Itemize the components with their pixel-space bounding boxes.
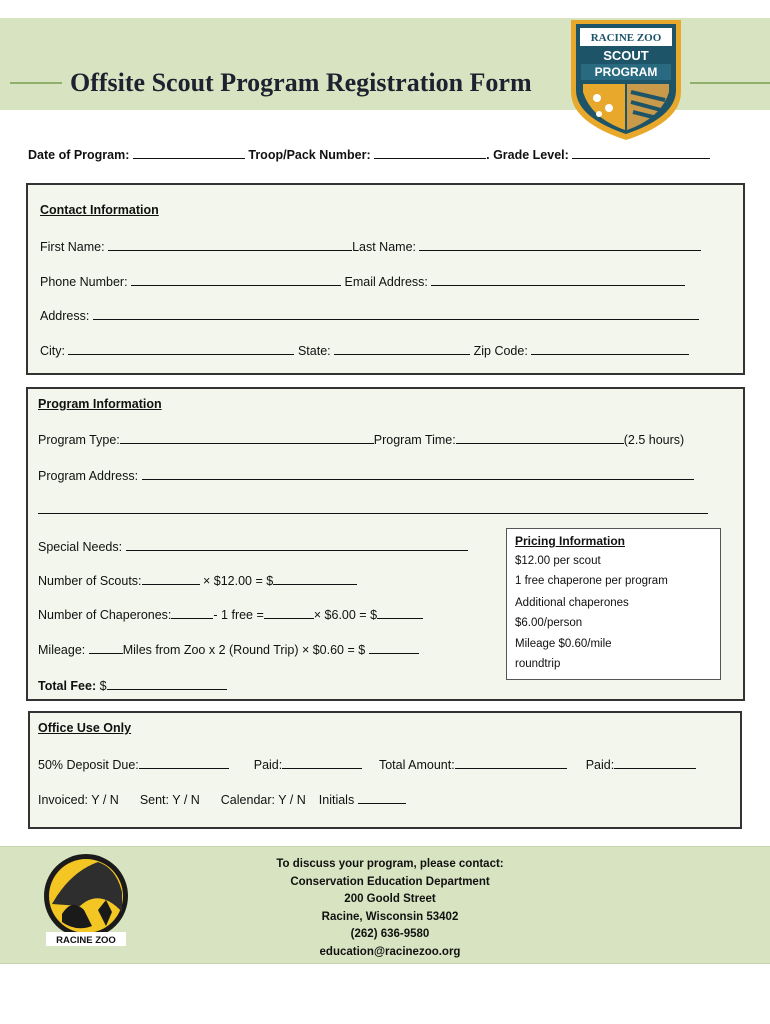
top-row: Date of Program: Troop/Pack Number: . Grade Level:: [28, 146, 710, 162]
scouts-count-field[interactable]: [142, 572, 200, 585]
program-type-label: Program Type:: [38, 433, 120, 447]
footer-line: Racine, Wisconsin 53402: [321, 910, 459, 923]
program-address-line-2[interactable]: [38, 513, 708, 514]
scouts-total-field[interactable]: [273, 572, 357, 585]
email-label: Email Address:: [344, 275, 428, 289]
footer-line: 200 Goold Street: [344, 893, 436, 905]
calendar-label: Calendar: Y / N: [220, 793, 306, 807]
program-time-field[interactable]: [456, 431, 624, 444]
date-of-program-label: Date of Program: [28, 148, 126, 162]
scout-program-logo: [561, 12, 691, 142]
program-type-row: [38, 431, 684, 447]
zip-label: Zip Code:: [473, 344, 528, 358]
logo-top-text: RACINE ZOO: [590, 32, 662, 44]
paid-label-1: Paid:: [253, 758, 283, 772]
initials-field[interactable]: [358, 791, 406, 804]
scouts-label: Number of Scouts:: [38, 574, 142, 588]
special-needs-field[interactable]: [126, 538, 468, 551]
troop-pack-label: Troop/Pack Number:: [248, 148, 371, 162]
office-section-title: Office Use Only: [38, 721, 132, 735]
last-name-field[interactable]: [419, 238, 701, 251]
troop-pack-field[interactable]: [374, 146, 486, 159]
program-address-row: [38, 467, 694, 483]
chaperones-total-field[interactable]: [377, 606, 423, 619]
zip-field[interactable]: [531, 342, 689, 355]
state-field[interactable]: [334, 342, 470, 355]
sent-label: Sent: Y / N: [139, 793, 200, 807]
invoiced-label: Invoiced: Y / N: [38, 793, 119, 807]
logo-scout-text: SCOUT: [603, 48, 649, 63]
phone-email-row: [40, 273, 685, 289]
special-needs-row: [38, 538, 468, 554]
header-rule-left: [10, 82, 62, 84]
paid-field-2[interactable]: [614, 756, 696, 769]
pricing-info-box: [506, 528, 721, 680]
first-name-field[interactable]: [108, 238, 352, 251]
chaperones-row: [38, 606, 423, 622]
chaperones-calc: × $6.00 = $: [313, 608, 378, 622]
city-field[interactable]: [68, 342, 294, 355]
email-field[interactable]: [431, 273, 685, 286]
deposit-field[interactable]: [139, 756, 229, 769]
chaperones-mid: - 1 free =: [213, 608, 264, 622]
form-title: Offsite Scout Program Registration Form: [70, 68, 532, 97]
mileage-row: [38, 641, 419, 657]
paid-label-2: Paid:: [585, 758, 615, 772]
scouts-calc: × $12.00 = $: [203, 574, 274, 588]
state-label: State:: [297, 344, 331, 358]
footer-line: To discuss your program, please contact:: [276, 858, 504, 870]
pricing-line: 1 free chaperone per program: [515, 575, 668, 587]
chaperones-count-field[interactable]: [171, 606, 213, 619]
total-fee-field[interactable]: [107, 677, 227, 690]
program-type-field[interactable]: [120, 431, 374, 444]
deposit-label: 50% Deposit Due:: [38, 758, 139, 772]
paid-field-1[interactable]: [282, 756, 362, 769]
address-row: [40, 307, 699, 323]
program-time-label: Program Time:: [373, 433, 456, 447]
mileage-calc: Miles from Zoo x 2 (Round Trip) × $0.60 = $: [122, 643, 366, 657]
racine-zoo-logo: [40, 852, 132, 952]
mileage-total-field[interactable]: [369, 641, 419, 654]
program-duration: (2.5 hours): [623, 433, 685, 447]
pricing-line: $6.00/person: [515, 617, 583, 629]
program-address-field[interactable]: [142, 467, 694, 480]
footer-email: education@racinezoo.org: [319, 945, 461, 958]
phone-label: Phone Number:: [40, 275, 128, 289]
program-section-title: Program Information: [38, 397, 162, 411]
grade-level-label: Grade Level:: [493, 148, 569, 162]
last-name-label: Last Name:: [352, 240, 416, 254]
chaperones-extra-field[interactable]: [264, 606, 314, 619]
mileage-label: Mileage:: [38, 643, 86, 657]
total-fee-symbol: $: [99, 679, 107, 693]
office-status-row: [38, 791, 406, 807]
pricing-line: Mileage $0.60/mile: [515, 638, 612, 650]
pricing-line: $12.00 per scout: [515, 555, 601, 567]
logo-program-text: PROGRAM: [594, 65, 658, 79]
special-needs-label: Special Needs:: [38, 540, 123, 554]
name-row: [40, 238, 701, 254]
header-rule-right: [690, 82, 770, 84]
phone-field[interactable]: [131, 273, 341, 286]
footer-line: Conservation Education Department: [290, 875, 490, 888]
pricing-line: Additional chaperones: [515, 597, 629, 609]
city-label: City:: [40, 344, 65, 358]
program-address-label: Program Address:: [38, 469, 139, 483]
mileage-miles-field[interactable]: [89, 641, 123, 654]
scouts-row: [38, 572, 357, 588]
footer-contact: [240, 856, 540, 961]
date-of-program-field[interactable]: [133, 146, 245, 159]
initials-label: Initials: [318, 793, 355, 807]
chaperones-label: Number of Chaperones:: [38, 608, 172, 622]
total-fee-row: [38, 677, 227, 693]
address-label: Address:: [40, 309, 90, 323]
total-fee-label: Total Fee:: [38, 679, 97, 693]
footer-logo-text: RACINE ZOO: [56, 935, 116, 946]
pricing-line: roundtrip: [515, 658, 561, 670]
footer-line: (262) 636-9580: [350, 928, 430, 940]
total-amount-field[interactable]: [455, 756, 567, 769]
grade-level-field[interactable]: [572, 146, 710, 159]
office-payment-row: [38, 756, 696, 772]
pricing-title: Pricing Information: [515, 534, 626, 548]
address-field[interactable]: [93, 307, 699, 320]
total-amount-label: Total Amount:: [378, 758, 455, 772]
city-state-zip-row: [40, 342, 689, 358]
contact-section-title: Contact Information: [40, 203, 159, 217]
first-name-label: First Name:: [40, 240, 105, 254]
